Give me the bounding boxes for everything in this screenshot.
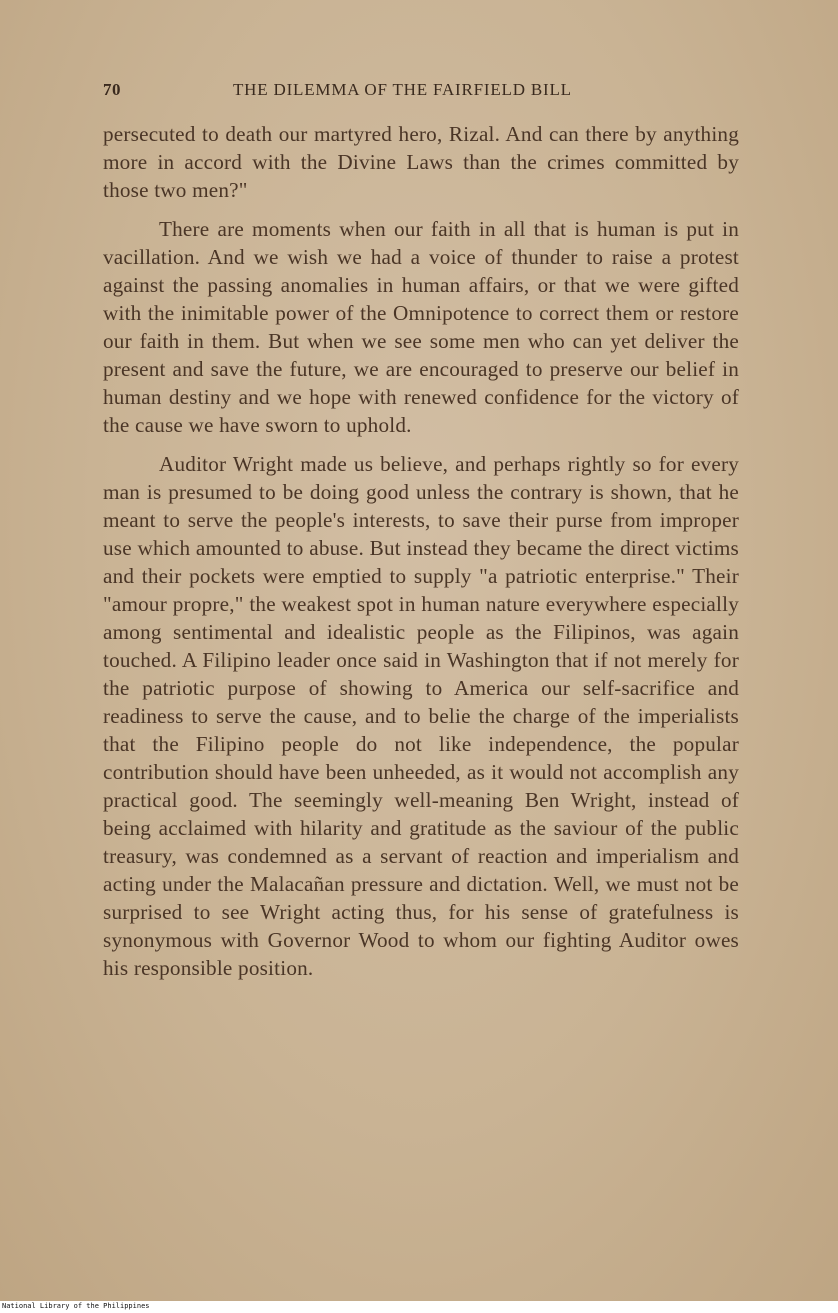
paragraph-auditor-wright: Auditor Wright made us believe, and perhaps rightly so for every man is presumed to be doing good unless the contrary is shown, that he meant to serve the people's interests, to save their purse from improper use which amounted to abuse. But instead they became the direct victims and their pockets were emptied to supply "a patriotic enterprise." Their "amour propre," the weakest spot in human nature everywhere especially among sentimental and idealistic people as the Filipinos, was again touched. A Filipino leader once said in Washington that if not merely for the patriotic purpose of showing to America our self-sacrifice and readiness to serve the cause, and to belie the charge of the imperialists that the Filipino people do not like independence, the popular contribution should have been unheeded, as it would not accomplish any practical good. The seemingly well-meaning Ben Wright, instead of being acclaimed with hilarity and gratitude as the saviour of the public treasury, was condemned as a servant of reaction and imperialism and acting under the Malacañan pressure and dictation. Well, we must not be surprised to see Wright acting thus, for his sense of gratefulness is synonymous with Governor Wood to whom our fighting Auditor owes his responsible position. <box>103 452 739 980</box>
paragraph-continuation: persecuted to death our martyred hero, Rizal. And can there by anything more in accord with the Divine Laws than the crimes committed by those two men?" <box>103 122 739 202</box>
paragraph-faith: There are moments when our faith in all that is human is put in vacillation. And we wish we had a voice of thunder to raise a protest against the passing anomalies in human affairs, or that we were gifted with the inimitable power of the Omnipotence to correct them or restore our faith in them. But when we see some men who can yet deliver the present and save the future, we are encouraged to preserve our belief in human destiny and we hope with renewed confidence for the victory of the cause we have sworn to uphold. <box>103 217 739 437</box>
page-number: 70 <box>103 80 121 99</box>
page-body-text <box>103 120 739 982</box>
library-credit: National Library of the Philippines <box>2 1302 150 1310</box>
running-title: THE DILEMMA OF THE FAIRFIELD BILL <box>233 80 572 99</box>
page-header <box>103 80 743 106</box>
